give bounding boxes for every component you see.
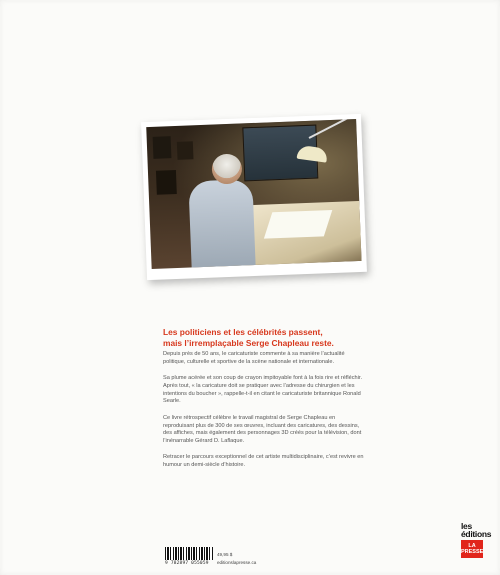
- logo-top-text: les éditions: [461, 521, 492, 539]
- price: 49,95 $: [217, 552, 233, 557]
- headline-line-1: Les politiciens et les célébrités passent,: [163, 327, 323, 337]
- publisher-website: editionslapresse.ca: [217, 560, 257, 565]
- headline-line-2: mais l’irremplaçable Serge Chapleau reste.: [163, 338, 334, 348]
- author-photo: [141, 114, 367, 280]
- barcode-bars: [165, 547, 213, 560]
- headline: [163, 327, 363, 349]
- barcode-number: 9 782897 055059: [165, 561, 209, 566]
- paragraph: Depuis près de 50 ans, le caricaturiste commente à sa manière l’actualité politique, culturelle et sportive de la scène nationale et internationale.: [163, 351, 345, 365]
- paragraph: Sa plume acérée et son coup de crayon impitoyable font à la fois rire et réfléchir. Après tout, « la caricature doit se pratiquer avec l’adresse du chirurgien et les intentions du boucher », rappelle-t-il en citant le caricaturiste britannique Ronald Searle.: [163, 375, 362, 405]
- isbn-barcode: [165, 547, 213, 567]
- publisher-logo: [461, 521, 492, 566]
- paragraph: Retracer le parcours exceptionnel de cet artiste multidisciplinaire, c’est revivre en humour un demi-siècle d’histoire.: [163, 454, 364, 469]
- paragraph: Ce livre rétrospectif célèbre le travail magistral de Serge Chapleau en reproduisant plus de 300 de ses œuvres, incluant des caricatures, des dessins, des affiches, mais également des personnages 3D créés pour la télévision, dont l’inénarrable Gérard D. Laflaque.: [163, 414, 362, 445]
- studio-photo-image: [146, 119, 361, 269]
- logo-red-block: LA PRESSE: [461, 540, 483, 558]
- blurb-text: [163, 351, 365, 479]
